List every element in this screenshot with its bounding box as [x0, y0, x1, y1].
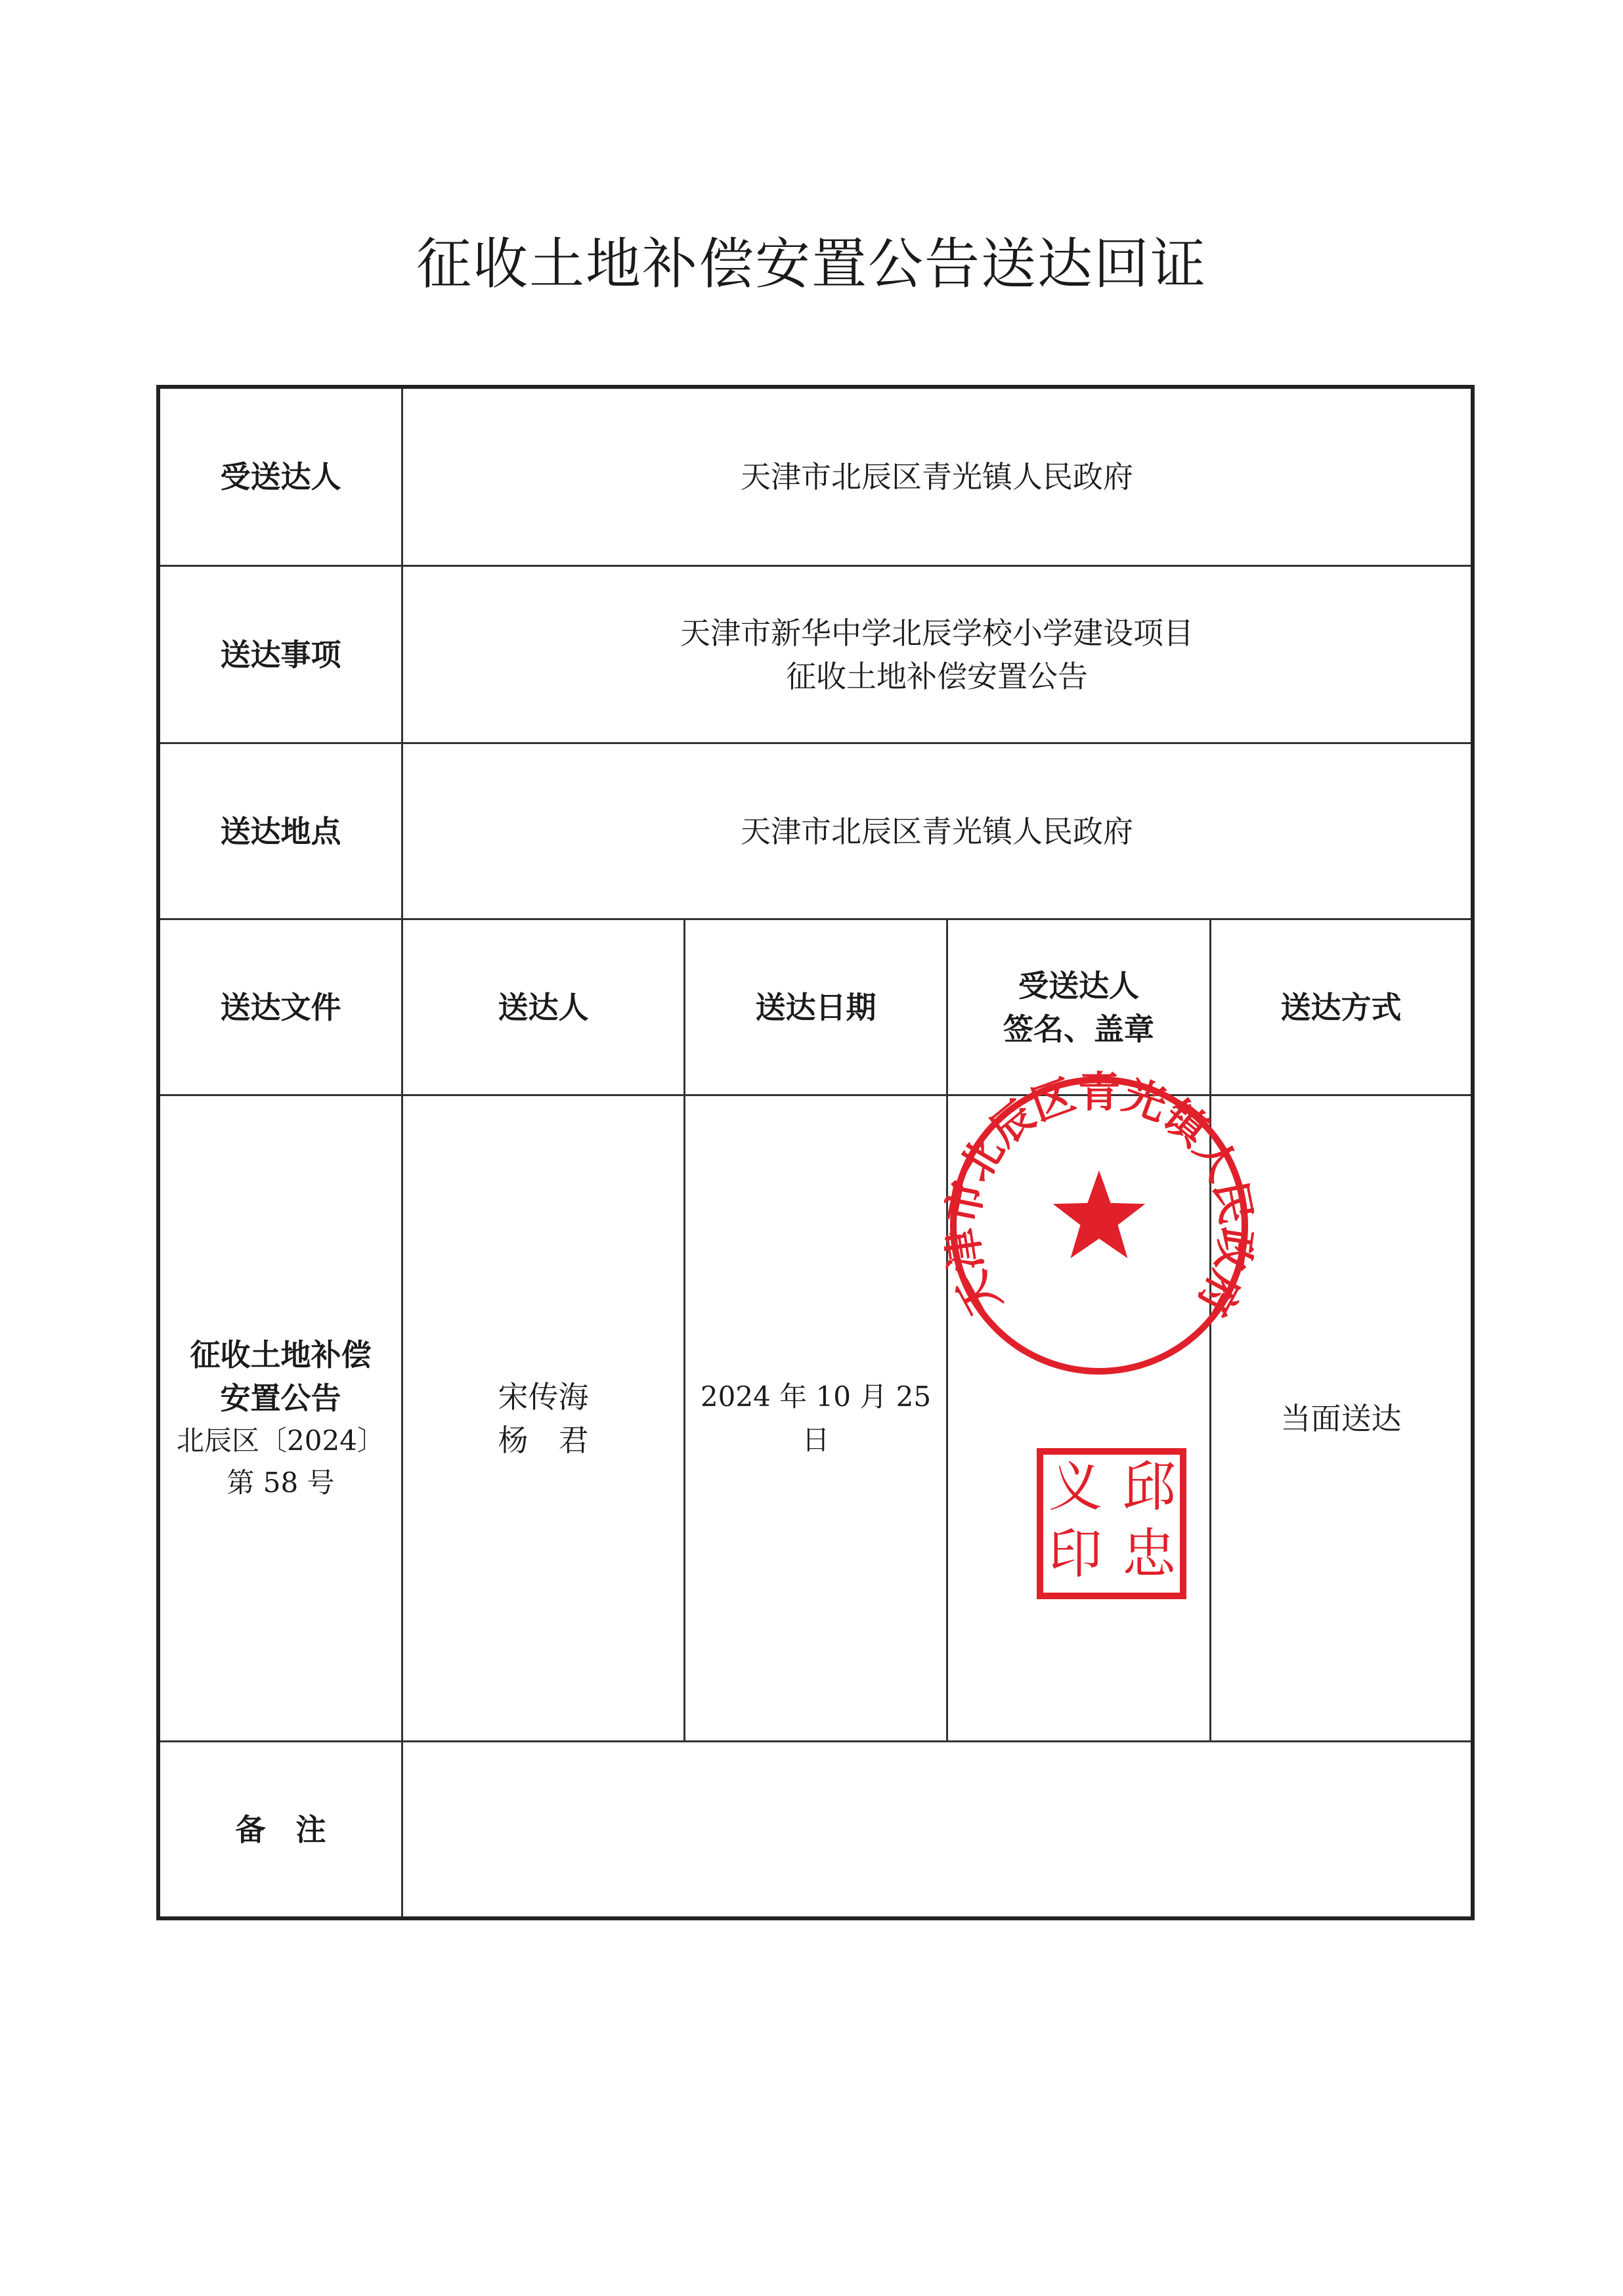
date-column-header: 送达日期	[755, 989, 876, 1025]
document-number-line: 第 58 号	[227, 1466, 335, 1499]
method-column-header: 送达方式	[1280, 989, 1402, 1025]
personal-seal	[1036, 1447, 1187, 1600]
deliverer-cell	[403, 1096, 683, 1740]
signature-header-line: 签名、盖章	[1003, 1011, 1154, 1047]
document-name-line: 安置公告	[220, 1380, 341, 1416]
svg-text:忠: 忠	[1121, 1523, 1177, 1585]
svg-text:义: 义	[1048, 1456, 1103, 1518]
signature-header-line: 受送达人	[1018, 967, 1139, 1004]
svg-text:印: 印	[1048, 1523, 1103, 1585]
svg-text:邱: 邱	[1121, 1456, 1177, 1518]
recipient-value: 天津市北辰区青光镇人民政府	[741, 459, 1133, 495]
document-cell	[160, 1096, 401, 1740]
matter-label: 送达事项	[220, 636, 341, 673]
location-value: 天津市北辰区青光镇人民政府	[741, 813, 1133, 849]
remarks-value	[403, 1742, 1471, 1916]
document-name-line: 征收土地补偿	[190, 1336, 372, 1373]
matter-line: 天津市新华中学北辰学校小学建设项目	[680, 615, 1194, 651]
delivery-receipt-table	[156, 385, 1475, 1920]
document-column-header: 送达文件	[220, 989, 341, 1025]
deliverer-column-header: 送达人	[498, 989, 589, 1025]
date-cell: 2024 年 10 月 25 日	[700, 1380, 932, 1456]
matter-value	[403, 567, 1471, 742]
matter-line: 征收土地补偿安置公告	[786, 658, 1088, 694]
document-number-line: 北辰区〔2024〕	[177, 1424, 385, 1457]
signature-column-header	[948, 920, 1209, 1094]
location-label: 送达地点	[220, 813, 341, 849]
deliverer-name: 杨 君	[498, 1422, 589, 1458]
document-title: 征收土地补偿安置公告送达回证	[416, 232, 1207, 296]
deliverer-name: 宋传海	[498, 1379, 589, 1415]
svg-text:天津市北辰区青光镇人民政府: 天 北辰区青光镇人 府	[947, 1071, 1251, 1324]
official-seal	[944, 1071, 1254, 1380]
method-cell: 当面送达	[1280, 1400, 1402, 1436]
recipient-label: 受送达人	[220, 459, 341, 495]
remarks-label: 备 注	[235, 1811, 326, 1847]
